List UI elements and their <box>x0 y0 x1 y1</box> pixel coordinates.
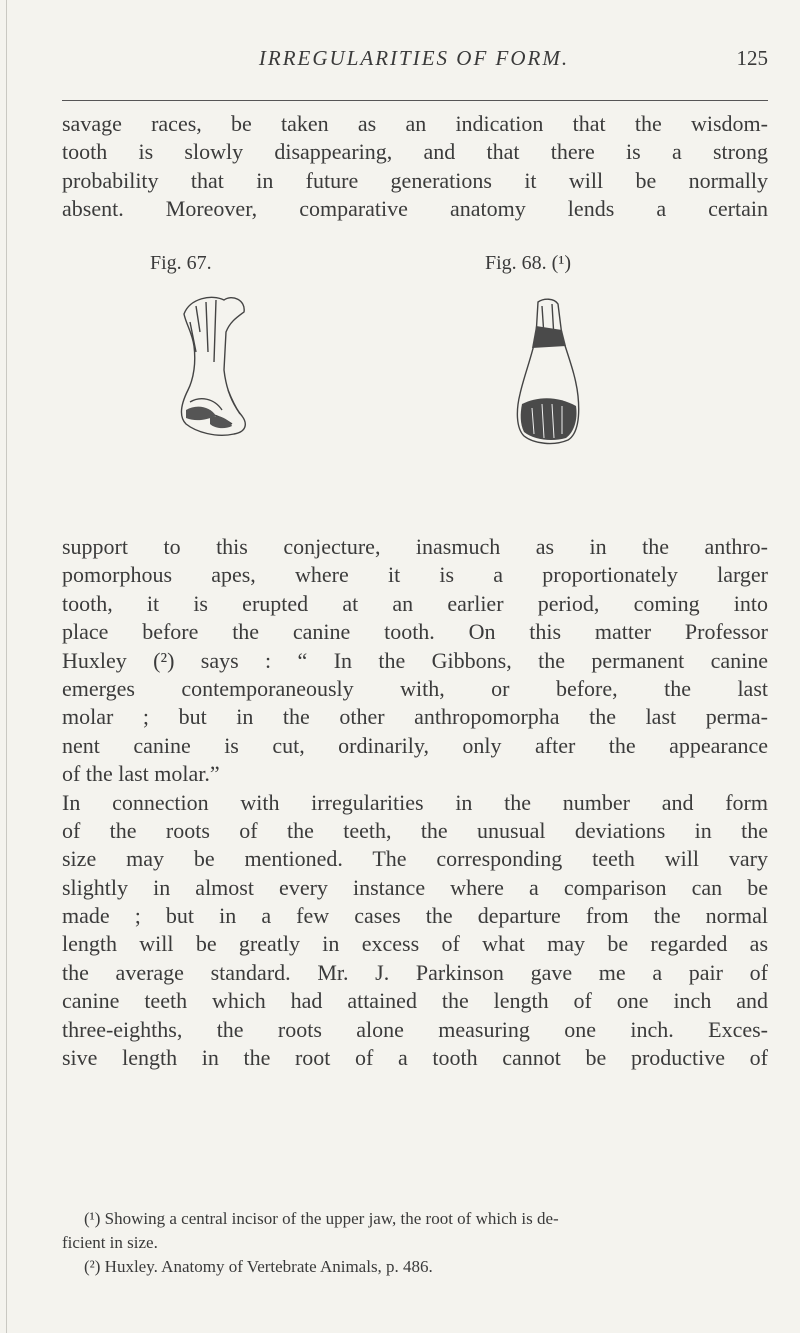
text-line: size may be mentioned. The corresponding teeth will vary <box>62 846 768 872</box>
text-line: three-eighths, the roots alone measuring one inch. Exces- <box>62 1016 768 1042</box>
text-line: absent. Moreover, comparative anatomy lends a certain <box>62 196 768 222</box>
text-line: the average standard. Mr. J. Parkinson gave me a pair of <box>62 959 768 985</box>
running-head <box>60 44 768 74</box>
text-line: In connection with irregularities in the number and form <box>62 789 768 815</box>
text-line: nent canine is cut, ordinarily, only after the appearance <box>62 732 768 758</box>
text-line: savage races, be taken as an indication that the wisdom- <box>62 111 768 136</box>
top-paragraph <box>62 110 768 224</box>
text-line: pomorphous apes, where it is a proportionately larger <box>62 562 768 588</box>
footnote-1-line-2: ficient in size. <box>62 1233 158 1252</box>
page-number: 125 <box>736 46 768 70</box>
text-line: probability that in future generations it will be normally <box>62 167 768 193</box>
text-line: sive length in the root of a tooth cannot be productive of <box>62 1045 768 1071</box>
running-title: IRREGULARITIES OF FORM. <box>258 46 570 70</box>
text-line: slightly in almost every instance where a comparison can be <box>62 874 768 900</box>
footnotes <box>62 1207 768 1279</box>
page-edge <box>6 0 7 1333</box>
text-line: made ; but in a few cases the departure from the normal <box>62 903 768 929</box>
fig-68-incisor-illustration <box>508 296 588 446</box>
text-line: Huxley (²) says : “ In the Gibbons, the permanent canine <box>62 647 768 673</box>
footnote-2-text: Huxley. Anatomy of Vertebrate Animals, p. 486. <box>104 1257 433 1276</box>
text-line: of the last molar.” <box>62 761 220 787</box>
footnote-2-marker: (²) <box>84 1257 101 1276</box>
fig-67-tooth-illustration <box>166 292 266 442</box>
header-rule <box>62 100 768 101</box>
text-line: length will be greatly in excess of what may be regarded as <box>62 931 768 957</box>
fig-68-label: Fig. 68. (¹) <box>485 252 571 274</box>
main-text <box>62 533 768 1072</box>
footnote-2 <box>62 1255 768 1279</box>
footnote-1-line-1: Showing a central incisor of the upper jaw, the root of which is de- <box>104 1209 559 1228</box>
text-line: molar ; but in the other anthropomorpha the last perma- <box>62 704 768 730</box>
text-line: tooth, it is erupted at an earlier period, coming into <box>62 590 768 616</box>
text-line: place before the canine tooth. On this matter Professor <box>62 619 768 645</box>
text-line: canine teeth which had attained the length of one inch and <box>62 988 768 1014</box>
text-line: tooth is slowly disappearing, and that there is a strong <box>62 139 768 165</box>
text-line: emerges contemporaneously with, or before, the last <box>62 675 768 701</box>
text-line: support to this conjecture, inasmuch as in the anthro- <box>62 534 768 559</box>
fig-67-label: Fig. 67. <box>150 252 212 274</box>
text-line: of the roots of the teeth, the unusual deviations in the <box>62 817 768 843</box>
footnote-1 <box>62 1207 768 1231</box>
footnote-1-marker: (¹) <box>84 1209 101 1228</box>
